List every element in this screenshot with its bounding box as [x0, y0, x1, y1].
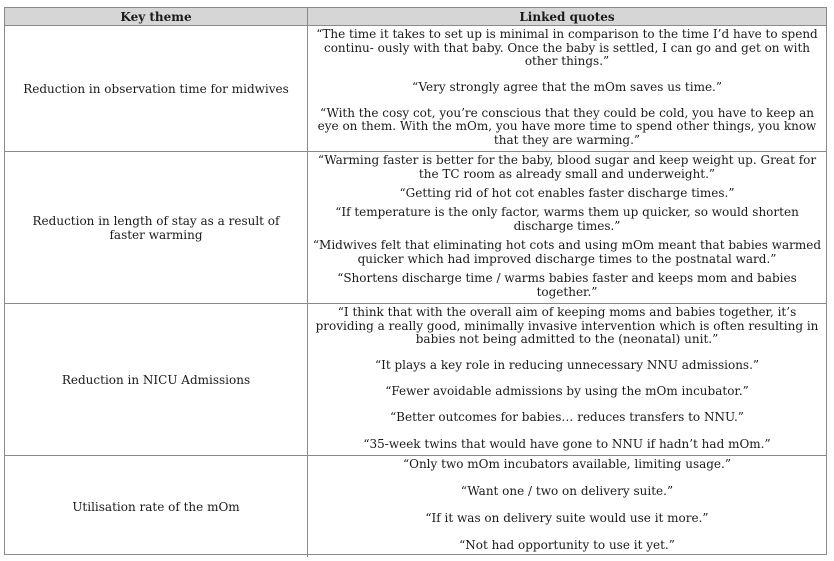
- quotes-cell: [308, 456, 826, 557]
- quote: “Only two mOm incubators available, limiting usage.”: [402, 457, 731, 471]
- quote: “Getting rid of hot cot enables faster discharge times.”: [399, 185, 735, 200]
- quote: “It plays a key role in reducing unnecessary NNU admissions.”: [374, 358, 760, 373]
- quote: “Very strongly agree that the mOm saves us time.”: [411, 79, 722, 94]
- quote: “Better outcomes for babies… reduces transfers to NNU.”: [390, 410, 744, 425]
- table-row: [5, 152, 826, 304]
- table-row: [5, 304, 826, 456]
- quote: “With the cosy cot, you’re conscious that they could be cold, you have to keep an eye on them. With the mOm, you have more time to spend other things, you know that they are warming.”: [317, 105, 817, 147]
- theme-cell: Reduction in length of stay as a result of faster warming: [5, 152, 308, 303]
- quote: “Not had opportunity to use it yet.”: [459, 538, 675, 553]
- quote: “Midwives felt that eliminating hot cots and using mOm meant that babies warmed quicker which had improved discharge times to the postnatal ward.”: [312, 238, 822, 266]
- table-row: [5, 456, 826, 557]
- quote: “Shortens discharge time / warms babies faster and keeps mom and babies together.”: [337, 271, 797, 299]
- key-themes-table: [4, 7, 827, 555]
- quote: “If temperature is the only factor, warms them up quicker, so would shorten discharge times.”: [335, 205, 799, 233]
- quote: “If it was on delivery suite would use it more.”: [425, 511, 709, 526]
- quote: “Fewer avoidable admissions by using the mOm incubator.”: [385, 384, 749, 399]
- quotes-cell: [308, 304, 826, 455]
- theme-cell: Reduction in observation time for midwives: [5, 26, 308, 151]
- quote: “Want one / two on delivery suite.”: [460, 484, 674, 499]
- header-linked-quotes: Linked quotes: [519, 9, 615, 24]
- theme-cell: Reduction in NICU Admissions: [5, 304, 308, 455]
- quote: “Warming faster is better for the baby, blood sugar and keep weight up. Great for the TC room as already small and underweight.”: [317, 153, 817, 181]
- quotes-cell: [308, 152, 826, 303]
- quote: “35-week twins that would have gone to NNU if hadn’t had mOm.”: [363, 436, 771, 451]
- quotes-cell: [308, 26, 826, 151]
- table-header: [5, 8, 826, 26]
- quote: “The time it takes to set up is minimal in comparison to the time I’d have to spend continu- ously with that baby. Once the baby is settled, I can go and get on with other things.”: [316, 27, 818, 68]
- table-row: [5, 26, 826, 152]
- quote: “I think that with the overall aim of keeping moms and babies together, it’s providing a really good, minimally invasive intervention which is often resulting in babies not being admitted to the (neonatal) unit.”: [315, 305, 819, 346]
- header-key-theme: Key theme: [5, 8, 308, 25]
- theme-cell: Utilisation rate of the mOm: [5, 456, 308, 557]
